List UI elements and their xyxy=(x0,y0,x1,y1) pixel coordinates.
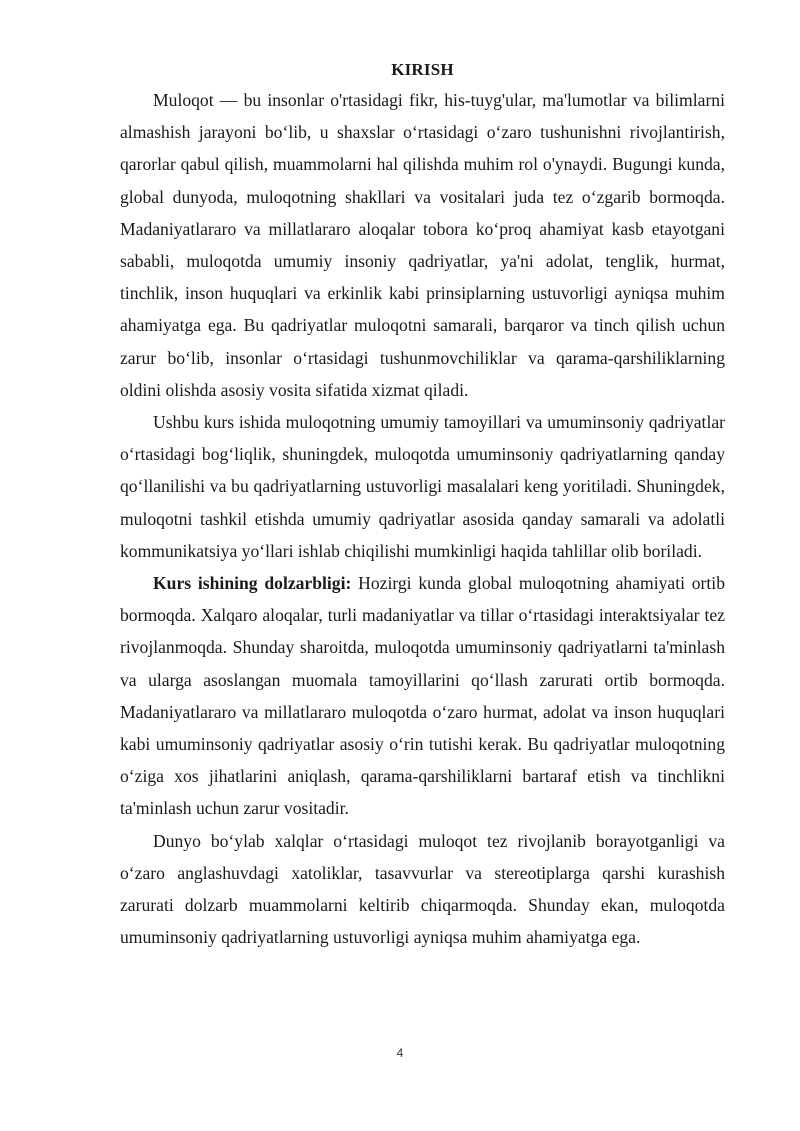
document-page xyxy=(120,60,725,953)
paragraph-text: Ushbu kurs ishida muloqotning umumiy tamoyillari va umuminsoniy qadriyatlar o‘rtasidagi bog‘liqlik, shuningdek, muloqotda umuminsoniy qadriyatlarning qanday qo‘llanilishi va bu qadriyatlarning ustuvorligi masalalari keng yoritiladi. Shuningdek, muloqotni tashkil etishda umumiy qadriyatlar asosida qanday samarali va adolatli kommunikatsiya yo‘llari ishlab chiqilishi mumkinligi haqida tahlillar olib boriladi. xyxy=(120,412,725,561)
paragraph-scope xyxy=(120,406,725,567)
section-title: KIRISH xyxy=(391,60,454,79)
paragraph-text: Dunyo bo‘ylab xalqlar o‘rtasidagi muloqot tez rivojlanib borayotganligi va o‘zaro anglashuvdagi xatoliklar, tasavvurlar va stereotiplarga qarshi kurashish zarurati dolzarb muammolarni keltirib chiqarmoqda. Shunday ekan, muloqotda umuminsoniy qadriyatlarning ustuvorligi ayniqsa muhim ahamiyatga ega. xyxy=(120,830,725,948)
paragraph-intro xyxy=(120,84,725,406)
paragraph-world-dialogue xyxy=(120,825,725,954)
paragraph-text: Hozirgi kunda global muloqotning ahamiyati ortib bormoqda. Xalqaro aloqalar, turli madaniyatlar va tillar o‘rtasidagi interaktsiyalar tez rivojlanmoqda. Shunday sharoitda, muloqotda umuminsoniy qadriyatlarni ta'minlash va ularga asoslangan muomala tamoyillarini qo‘llash zarurati ortib bormoqda. Madaniyatlararo va millatlararo muloqotda o‘zaro hurmat, adolat va inson huquqlari kabi umuminsoniy qadriyatlar asosiy o‘rin tutishi kerak. Bu qadriyatlar muloqotning o‘ziga xos jihatlarini aniqlash, qarama-qarshiliklarni bartaraf etish va tinchlikni ta'minlash uchun zarur vositadir. xyxy=(120,573,725,819)
paragraph-text: Muloqot — bu insonlar o'rtasidagi fikr, his-tuyg'ular, ma'lumotlar va bilimlarni almashish jarayoni bo‘lib, u shaxslar o‘rtasidagi o‘zaro tushunishni rivojlantirish, qarorlar qabul qilish, muammolarni hal qilishda muhim rol o'ynaydi. Bugungi kunda, global dunyoda, muloqotning shakllari va vositalari juda tez o‘zgarib bormoqda. Madaniyatlararo va millatlararo aloqalar tobora ko‘proq ahamiyat kasb etayotgani sababli, muloqotda umumiy insoniy qadriyatlar, ya'ni adolat, tenglik, hurmat, tinchlik, inson huquqlari va erkinlik kabi prinsiplarning ustuvorligi ayniqsa muhim ahamiyatga ega. Bu qadriyatlar muloqotni samarali, barqaror va tinch qilish uchun zarur bo‘lib, insonlar o‘rtasidagi tushunmovchiliklar va qarama-qarshiliklarning oldini olishda asosiy vosita sifatida xizmat qiladi. xyxy=(120,90,725,400)
page-number: 4 xyxy=(396,1046,404,1060)
paragraph-relevance xyxy=(120,567,725,825)
paragraph-lead: Kurs ishining dolzarbligi: xyxy=(153,573,352,594)
